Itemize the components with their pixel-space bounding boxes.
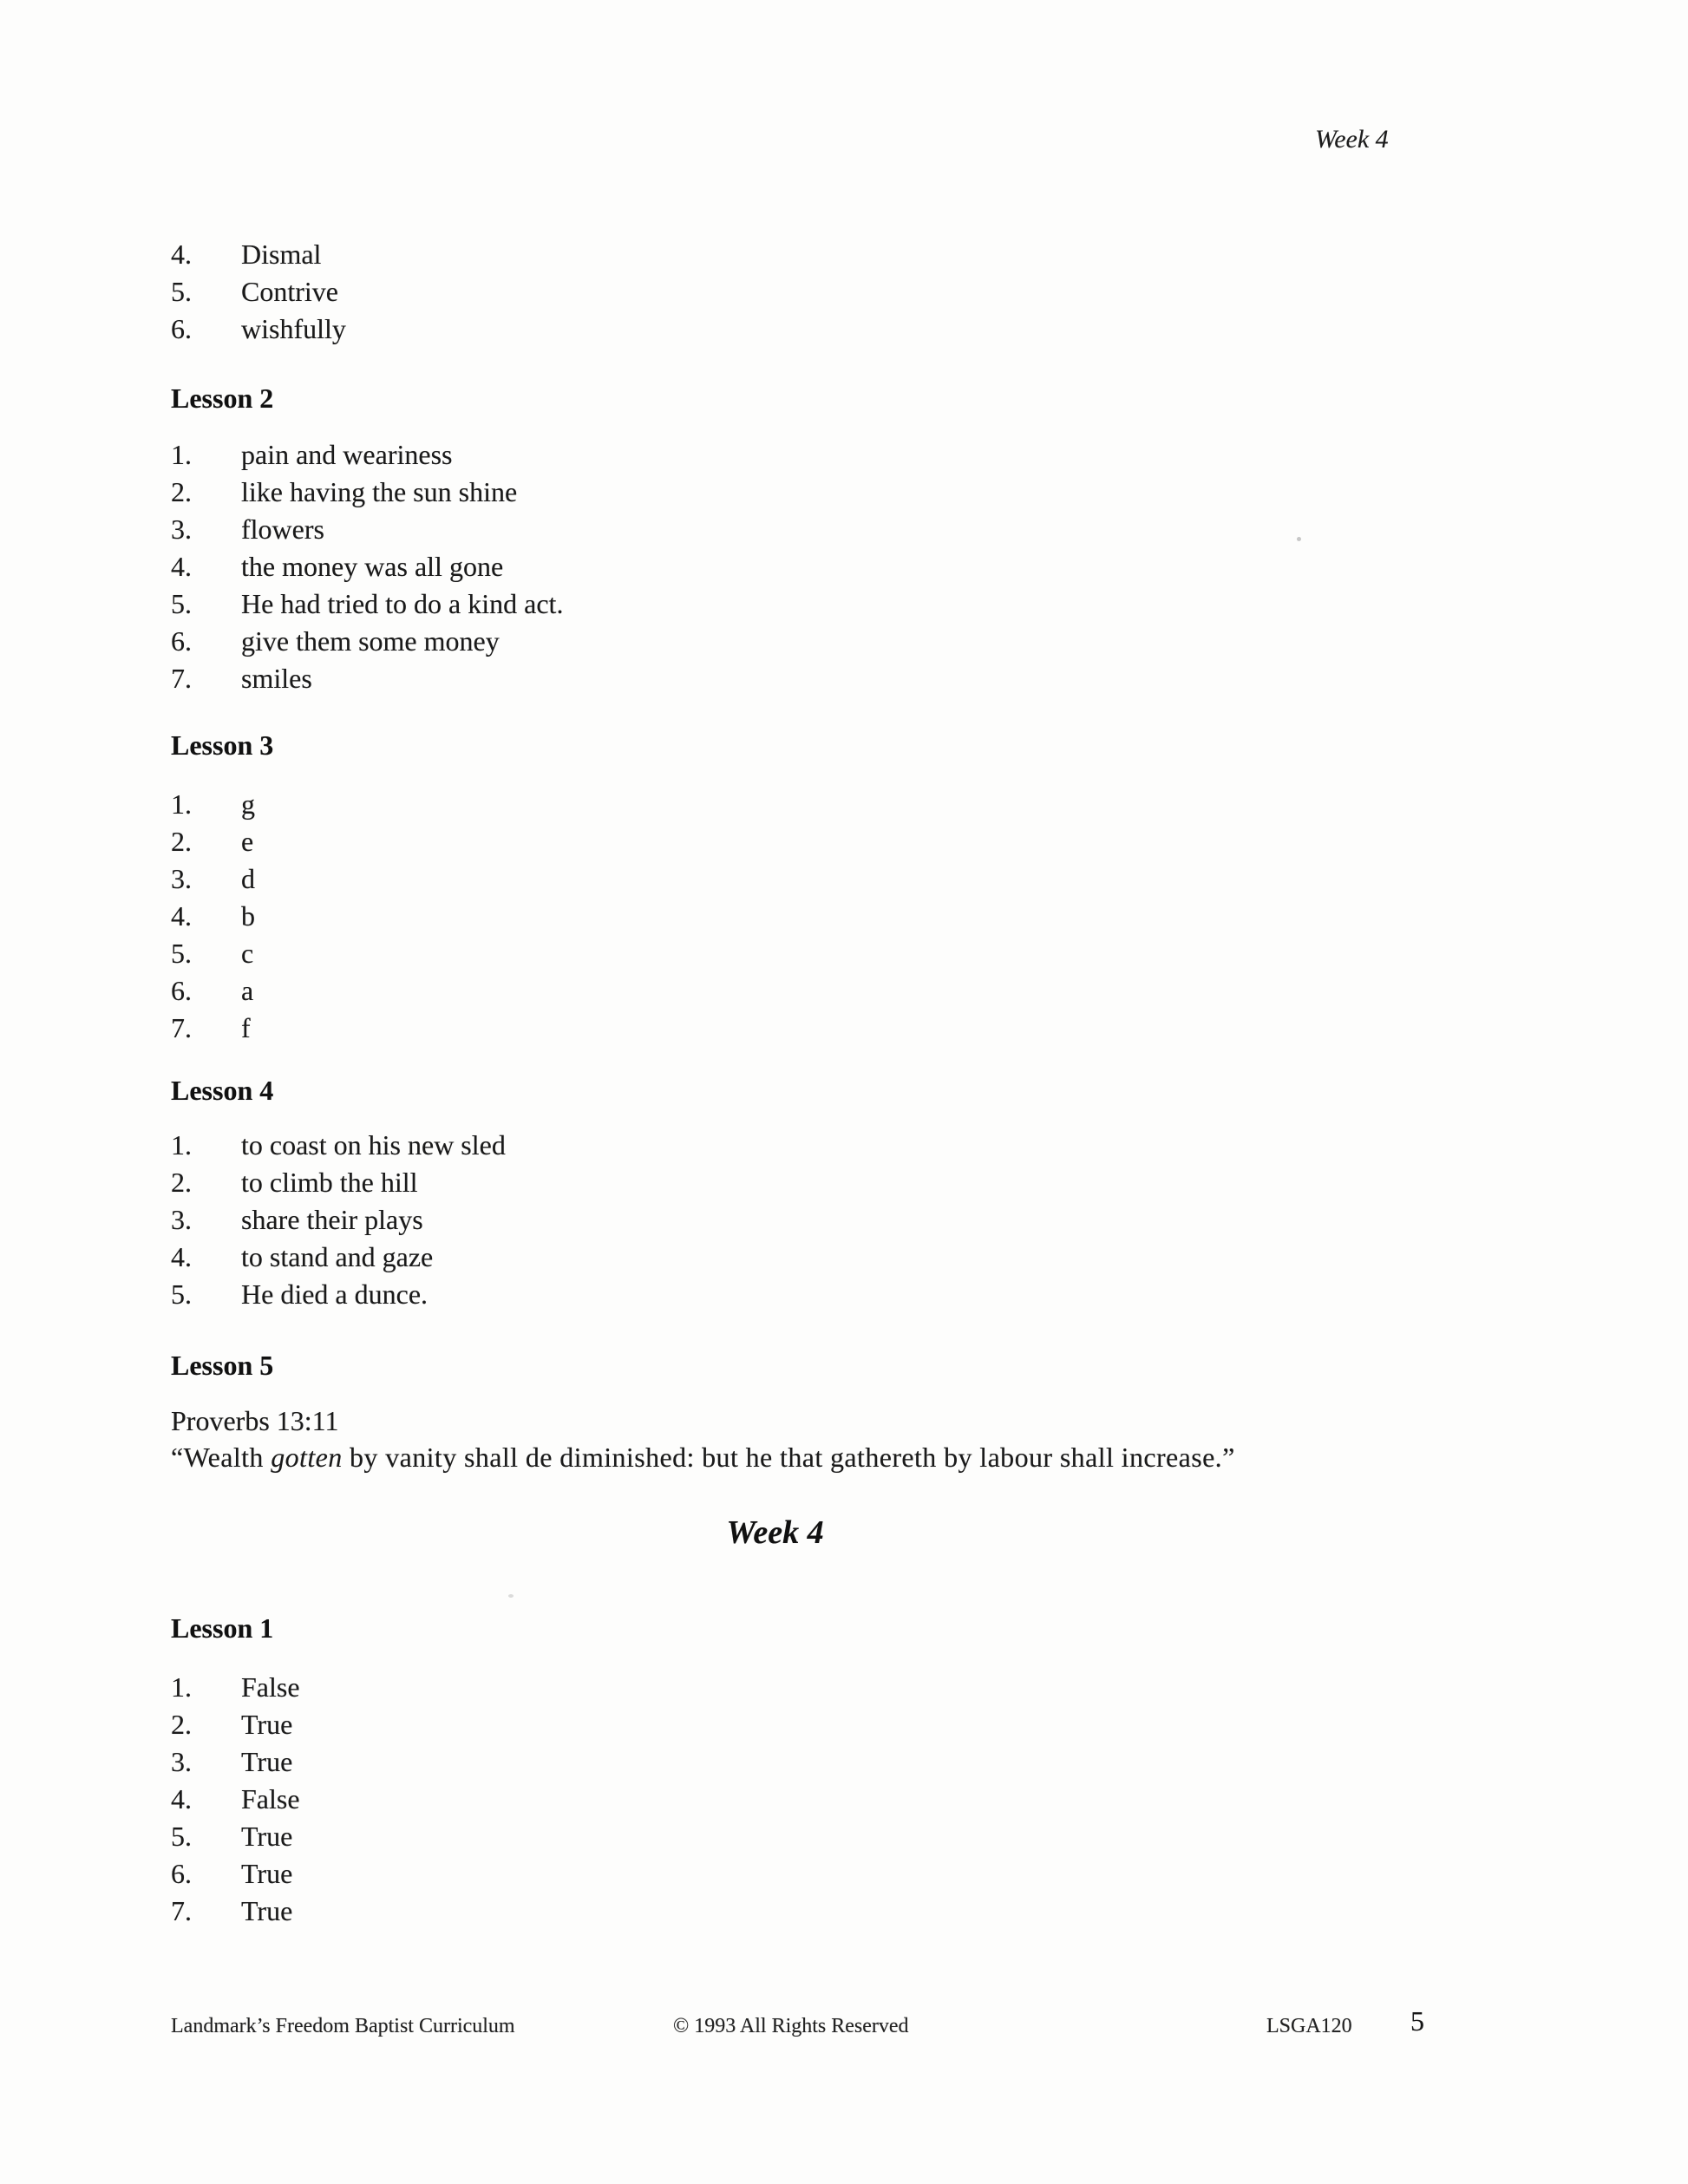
answer-row	[171, 1239, 506, 1276]
answer-number: 5.	[171, 938, 192, 969]
answer-text: g	[241, 788, 255, 820]
answer-number: 4.	[171, 551, 192, 582]
answer-number: 7.	[171, 1012, 192, 1043]
answer-number: 7.	[171, 663, 192, 694]
answer-text: False	[241, 1671, 300, 1703]
answer-row	[171, 1127, 506, 1164]
answer-list-lesson-3	[171, 786, 255, 1047]
answer-row	[171, 786, 255, 823]
answer-text: to coast on his new sled	[241, 1129, 506, 1161]
answer-text: b	[241, 900, 255, 932]
answer-text: True	[241, 1858, 293, 1889]
answer-text: True	[241, 1709, 293, 1740]
answer-number: 5.	[171, 1278, 192, 1310]
answer-row	[171, 623, 563, 660]
lesson-3-heading: Lesson 3	[171, 729, 274, 761]
scripture-reference: Proverbs 13:11	[171, 1405, 339, 1436]
answer-text: Dismal	[241, 239, 322, 270]
answer-row	[171, 1276, 506, 1313]
answer-row	[171, 1164, 506, 1201]
answer-row	[171, 1669, 300, 1706]
quote-italic-word: gotten	[271, 1442, 343, 1473]
footer-publisher: Landmark’s Freedom Baptist Curriculum	[171, 2015, 515, 2037]
answer-list-lesson-2	[171, 436, 563, 697]
answer-row	[171, 1743, 300, 1781]
answer-number: 6.	[171, 1858, 192, 1889]
answer-text: to stand and gaze	[241, 1241, 434, 1272]
answer-row	[171, 860, 255, 898]
answer-text: e	[241, 826, 254, 857]
answer-number: 5.	[171, 588, 192, 619]
answer-number: 7.	[171, 1895, 192, 1926]
answer-row	[171, 1855, 300, 1893]
lesson-1-heading: Lesson 1	[171, 1612, 274, 1644]
lesson-2-heading: Lesson 2	[171, 383, 274, 414]
answer-number: 5.	[171, 276, 192, 307]
answer-text: f	[241, 1012, 251, 1043]
answer-row	[171, 311, 346, 348]
answer-number: 3.	[171, 863, 192, 894]
answer-row	[171, 935, 255, 972]
answer-number: 3.	[171, 1746, 192, 1777]
answer-number: 4.	[171, 900, 192, 932]
scan-artifact-speck	[508, 1594, 514, 1598]
answer-number: 1.	[171, 1129, 192, 1161]
answer-row	[171, 1818, 300, 1855]
answer-number: 6.	[171, 625, 192, 657]
answer-text: He had tried to do a kind act.	[241, 588, 564, 619]
answer-number: 2.	[171, 1709, 192, 1740]
answer-row	[171, 1201, 506, 1239]
answer-number: 2.	[171, 826, 192, 857]
answer-row	[171, 236, 346, 273]
answer-text: pain and weariness	[241, 439, 453, 470]
answer-text: False	[241, 1783, 300, 1815]
answer-list-lesson-4	[171, 1127, 506, 1313]
answer-number: 4.	[171, 1241, 192, 1272]
answer-row	[171, 1781, 300, 1818]
answer-text: wishfully	[241, 313, 346, 344]
answer-text: like having the sun shine	[241, 476, 518, 507]
lesson-5-answer	[171, 1403, 1235, 1475]
answer-number: 5.	[171, 1821, 192, 1852]
answer-number: 6.	[171, 313, 192, 344]
lesson-4-heading: Lesson 4	[171, 1075, 274, 1106]
answer-text: flowers	[241, 513, 324, 545]
quote-prefix: “Wealth	[171, 1442, 272, 1473]
answer-row	[171, 1893, 300, 1930]
answer-row	[171, 660, 563, 697]
answer-number: 1.	[171, 439, 192, 470]
answer-text: True	[241, 1895, 293, 1926]
answer-text: d	[241, 863, 255, 894]
answer-number: 4.	[171, 1783, 192, 1815]
page-header-week-label: Week 4	[1315, 125, 1389, 154]
answer-row	[171, 585, 563, 623]
answer-text: a	[241, 975, 254, 1006]
answer-list-previous-lesson-tail	[171, 236, 346, 348]
answer-row	[171, 1010, 255, 1047]
answer-text: c	[241, 938, 254, 969]
answer-text: True	[241, 1821, 293, 1852]
footer-page-number: 5	[1410, 2005, 1424, 2037]
answer-number: 2.	[171, 1167, 192, 1198]
answer-row	[171, 273, 346, 311]
answer-row	[171, 823, 255, 860]
answer-row	[171, 972, 255, 1010]
week-4-section-heading: Week 4	[726, 1514, 824, 1551]
answer-row	[171, 511, 563, 548]
answer-text: He died a dunce.	[241, 1278, 429, 1310]
answer-number: 4.	[171, 239, 192, 270]
answer-list-lesson-1	[171, 1669, 300, 1930]
answer-row	[171, 898, 255, 935]
answer-text: the money was all gone	[241, 551, 504, 582]
answer-row	[171, 474, 563, 511]
answer-row	[171, 1706, 300, 1743]
answer-text: give them some money	[241, 625, 500, 657]
answer-text: smiles	[241, 663, 312, 694]
scan-artifact-speck	[1297, 537, 1301, 541]
answer-number: 3.	[171, 513, 192, 545]
quote-suffix: by vanity shall de diminished: but he that gathereth by labour shall increase.”	[342, 1442, 1235, 1473]
answer-number: 2.	[171, 476, 192, 507]
answer-text: to climb the hill	[241, 1167, 418, 1198]
footer-course-code: LSGA120	[1266, 2015, 1352, 2037]
scripture-quote	[171, 1439, 1235, 1475]
answer-row	[171, 548, 563, 585]
answer-text: True	[241, 1746, 293, 1777]
answer-text: share their plays	[241, 1204, 423, 1235]
answer-number: 1.	[171, 1671, 192, 1703]
answer-number: 1.	[171, 788, 192, 820]
answer-number: 3.	[171, 1204, 192, 1235]
answer-text: Contrive	[241, 276, 338, 307]
answer-row	[171, 436, 563, 474]
lesson-5-heading: Lesson 5	[171, 1350, 274, 1381]
answer-number: 6.	[171, 975, 192, 1006]
footer-copyright: © 1993 All Rights Reserved	[673, 2015, 909, 2037]
